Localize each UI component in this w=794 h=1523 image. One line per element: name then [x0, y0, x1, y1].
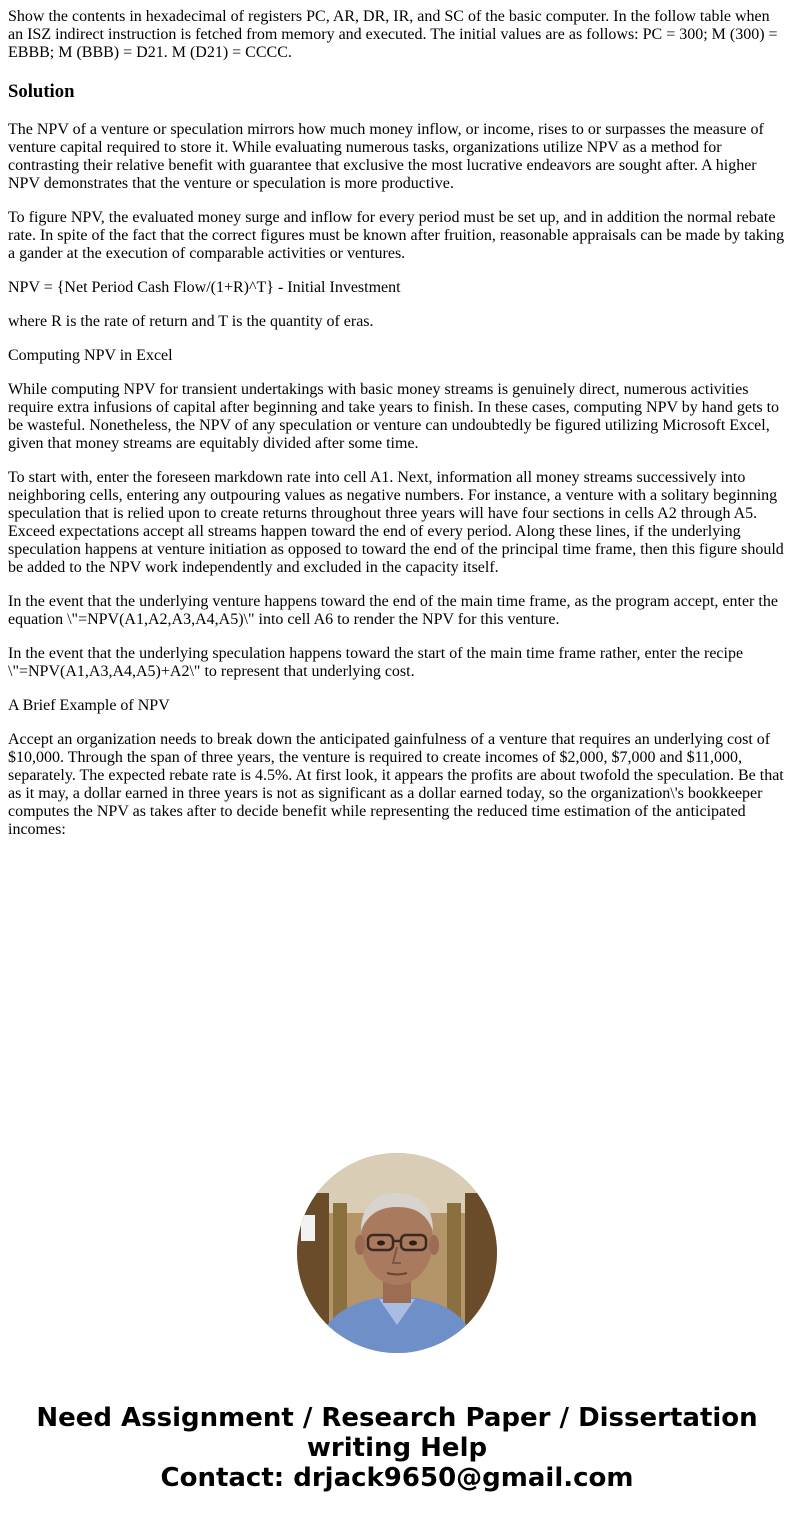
paragraph-excel-formula-end: In the event that the underlying venture happens toward the end of the main time frame, as the program accept, enter the equation \"=NPV(A1,A2,A3,A4,A5)\" into cell A6 to render the NPV for this venture. — [8, 593, 778, 628]
subheading-example: A Brief Example of NPV — [8, 697, 170, 714]
author-photo — [297, 1153, 497, 1353]
paragraph-excel-steps: To start with, enter the foreseen markdown rate into cell A1. Next, information all money streams successively into neighboring cells, entering any outpouring values as negative numbers. For instance, a venture with a solitary beginning speculation that is relied upon to create returns throughout three years will have four sections in cells A2 through A5. Exceed expectations accept all streams happen toward the end of every period. Along these lines, if the underlying speculation happens at venture initiation as opposed to toward the end of the principal time frame, then this figure should be added to the NPV work independently and excluded in the capacity itself. — [8, 469, 784, 576]
paragraph-excel-intro: While computing NPV for transient undertakings with basic money streams is genuinely direct, numerous activities require extra infusions of capital after beginning and take years to finish. In these cases, computing NPV by hand gets to be wasteful. Nonetheless, the NPV of any speculation or venture can undoubtedly be figured utilizing Microsoft Excel, given that money streams are equitably divided after some time. — [8, 381, 780, 452]
person-portrait-icon — [297, 1153, 497, 1353]
subheading-excel: Computing NPV in Excel — [8, 347, 173, 364]
footer-line-1: Need Assignment / Research Paper / Dissertation — [36, 1403, 758, 1433]
solution-heading: Solution — [8, 81, 75, 102]
paragraph-excel-formula-start: In the event that the underlying speculation happens toward the start of the main time frame rather, enter the recipe \"=NPV(A1,A3,A4,A5)+A2\" to represent that underlying cost. — [8, 645, 744, 680]
paragraph-npv-intro: The NPV of a venture or speculation mirrors how much money inflow, or income, rises to or surpasses the measure of venture capital required to store it. While evaluating numerous tasks, organizations utilize NPV as a method for contrasting their relative benefit with guarantee that exclusive the most lucrative endeavors are sought after. A higher NPV demonstrates that the venture or speculation is more productive. — [8, 121, 764, 192]
formula-explanation: where R is the rate of return and T is the quantity of eras. — [8, 313, 374, 330]
paragraph-example: Accept an organization needs to break down the anticipated gainfulness of a venture that requires an underlying cost of $10,000. Through the span of three years, the venture is required to create incomes of $2,000, $7,000 and $11,000, separately. The expected rebate rate is 4.5%. At first look, it appears the profits are about twofold the speculation. Be that as it may, a dollar earned in three years is not as significant as a dollar earned today, so the organization\'s bookkeeper computes the NPV as takes after to decide benefit while representing the reduced time estimation of the anticipated incomes: — [8, 731, 784, 838]
npv-formula: NPV = {Net Period Cash Flow/(1+R)^T} - Initial Investment — [8, 279, 401, 296]
article — [8, 8, 786, 855]
footer-contact: Contact: drjack9650@gmail.com — [160, 1463, 634, 1493]
promo-footer — [0, 1403, 794, 1493]
paragraph-figure-npv: To figure NPV, the evaluated money surge and inflow for every period must be set up, and in addition the normal rebate rate. In spite of the fact that the correct figures must be known after fruition, reasonable appraisals can be made by taking a gander at the execution of comparable activities or ventures. — [8, 209, 785, 262]
footer-line-2: writing Help — [306, 1433, 488, 1463]
question-text: Show the contents in hexadecimal of registers PC, AR, DR, IR, and SC of the basic computer. In the follow table when an ISZ indirect instruction is fetched from memory and executed. The initial values are as follows: PC = 300; M (300) = EBBB; M (BBB) = D21. M (D21) = CCCC. — [8, 8, 778, 61]
